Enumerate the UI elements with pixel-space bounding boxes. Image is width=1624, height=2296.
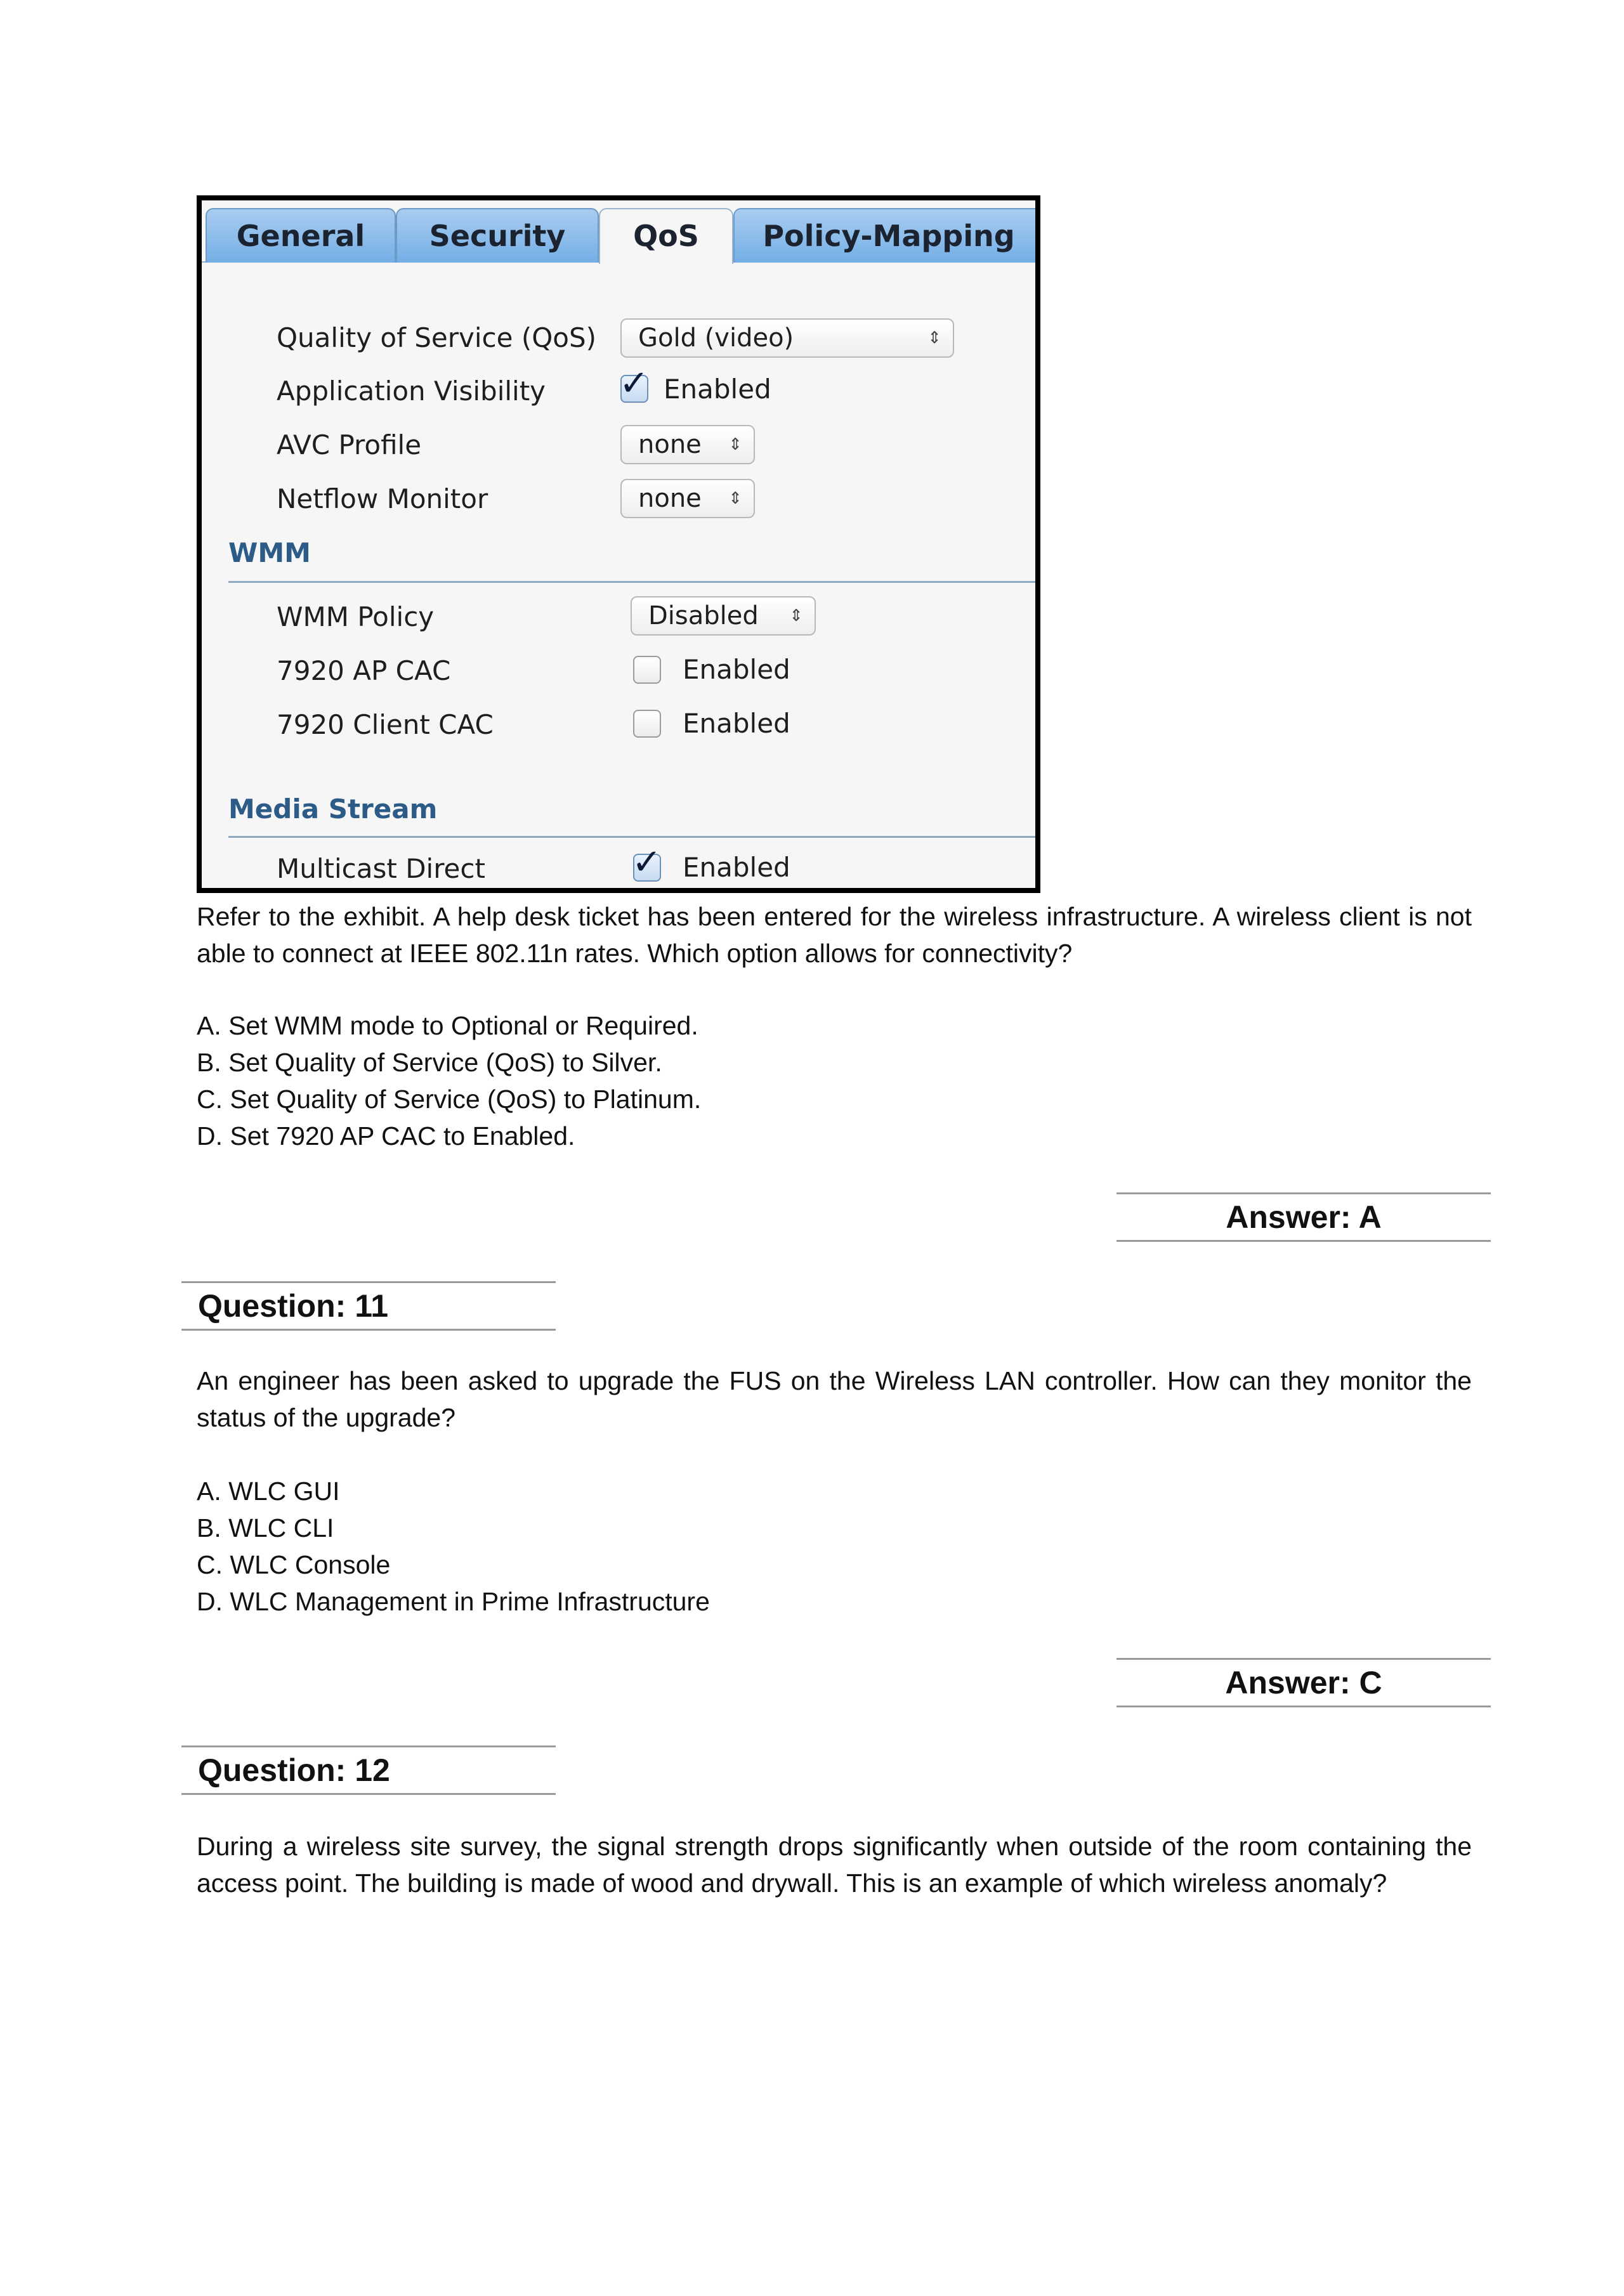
media-stream-divider: [228, 836, 1035, 838]
select-arrows-icon: ⇕: [728, 435, 742, 454]
q11-option-c: C. WLC Console: [197, 1550, 391, 1579]
app-visibility-label: Application Visibility: [277, 375, 546, 407]
client-cac-checkbox[interactable]: [633, 710, 661, 738]
q11-option-d: D. WLC Management in Prime Infrastructure: [197, 1587, 710, 1616]
netflow-monitor-select[interactable]: [620, 479, 755, 518]
netflow-monitor-value: none: [638, 484, 702, 513]
wmm-policy-value: Disabled: [648, 601, 759, 630]
client-cac-checkbox-label: Enabled: [683, 708, 790, 739]
multicast-direct-checkbox[interactable]: [632, 842, 662, 883]
qos-select-value: Gold (video): [638, 323, 794, 353]
qos-select[interactable]: [620, 318, 954, 358]
app-visibility-checkbox-label: Enabled: [664, 374, 771, 405]
tab-qos[interactable]: QoS: [599, 208, 733, 264]
avc-profile-label: AVC Profile: [277, 429, 422, 460]
question-10-text: Refer to the exhibit. A help desk ticket has been entered for the wireless infrastructure. A wireless client is not able to connect at IEEE 802.11n rates. Which option allows for connectivity?: [197, 902, 1472, 968]
app-visibility-checkbox[interactable]: [619, 363, 649, 404]
question-11-heading: Question: 11: [181, 1281, 556, 1331]
client-cac-label: 7920 Client CAC: [277, 709, 494, 740]
wmm-policy-select[interactable]: [631, 596, 816, 636]
tab-policy-mapping[interactable]: Policy-Mapping: [733, 208, 1040, 263]
wmm-policy-label: WMM Policy: [277, 601, 435, 632]
question-11-text: An engineer has been asked to upgrade the FUS on the Wireless LAN controller. How can they monitor the status of the upgrade?: [197, 1366, 1472, 1432]
avc-profile-value: none: [638, 430, 702, 459]
netflow-monitor-label: Netflow Monitor: [277, 483, 488, 514]
ap-cac-checkbox[interactable]: [633, 656, 661, 684]
question-12-heading: Question: 12: [181, 1745, 556, 1795]
wmm-section-heading: WMM: [228, 537, 311, 568]
select-arrows-icon: ⇕: [728, 489, 742, 508]
ap-cac-label: 7920 AP CAC: [277, 655, 451, 686]
question-12-text: During a wireless site survey, the signal strength drops significantly when outside of the room containing the access point. The building is made of wood and drywall. This is an example of which wireless anomaly?: [197, 1832, 1472, 1898]
q11-option-a: A. WLC GUI: [197, 1477, 340, 1506]
q11-answer: Answer: C: [1116, 1658, 1491, 1707]
q10-option-b: B. Set Quality of Service (QoS) to Silver.: [197, 1048, 662, 1077]
wmm-divider: [228, 581, 1035, 583]
checkmark-icon: ✓: [619, 363, 649, 404]
tab-bar: [202, 200, 1035, 263]
avc-profile-select[interactable]: [620, 425, 755, 464]
checkmark-icon: ✓: [632, 842, 662, 883]
q10-answer: Answer: A: [1116, 1192, 1491, 1242]
q10-option-a: A. Set WMM mode to Optional or Required.: [197, 1011, 698, 1040]
media-stream-section-heading: Media Stream: [228, 793, 438, 825]
multicast-direct-label: Multicast Direct: [277, 853, 485, 884]
q10-option-d: D. Set 7920 AP CAC to Enabled.: [197, 1121, 575, 1151]
q10-option-c: C. Set Quality of Service (QoS) to Platinum.: [197, 1085, 702, 1114]
select-arrows-icon: ⇕: [927, 329, 941, 348]
q11-option-b: B. WLC CLI: [197, 1513, 334, 1543]
exhibit-screenshot: [197, 195, 1040, 893]
tab-general[interactable]: General: [206, 208, 396, 263]
qos-label: Quality of Service (QoS): [277, 322, 597, 353]
multicast-direct-checkbox-label: Enabled: [683, 852, 790, 883]
select-arrows-icon: ⇕: [789, 606, 803, 625]
tab-security[interactable]: Security: [396, 208, 599, 263]
ap-cac-checkbox-label: Enabled: [683, 654, 790, 685]
